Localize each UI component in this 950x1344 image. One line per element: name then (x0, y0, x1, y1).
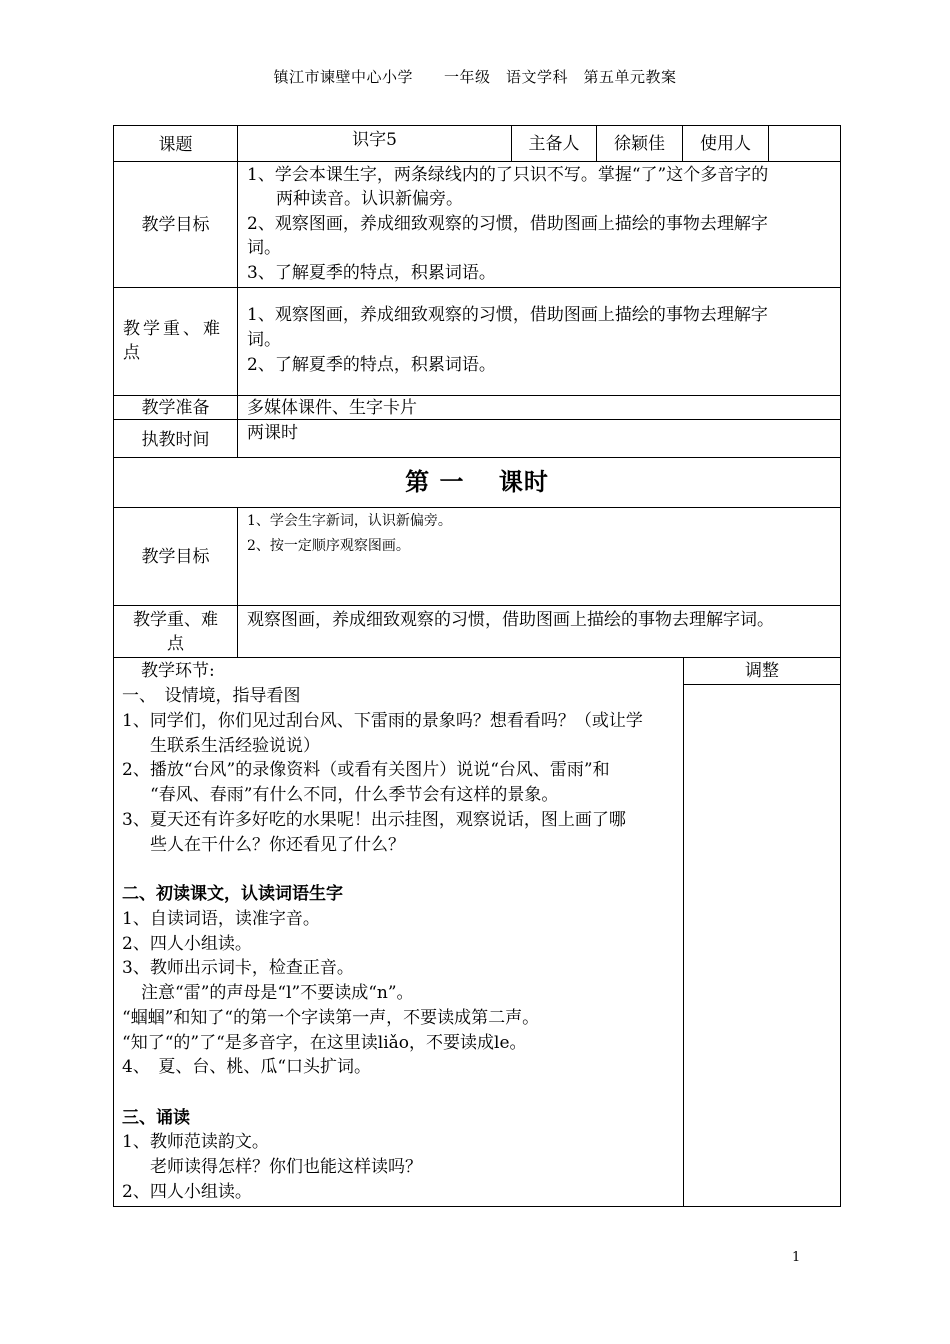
process-line: 3、教师出示词卡，检查正音。 (122, 958, 354, 978)
process-line: “知了“的”了“是多音字，在这里读liǎo，不要读成le。 (122, 1033, 527, 1053)
key-points-label-cell (113, 287, 238, 396)
adjust-label: 调整 (745, 661, 779, 681)
key-points-content-cell (237, 287, 841, 396)
process-line: 2、四人小组读。 (122, 934, 252, 954)
lesson-key-label-2: 点 (167, 634, 184, 654)
process-line: 1、同学们，你们见过刮台风、下雷雨的景象吗？想看看吗？（或让学 (122, 711, 643, 731)
process-line: 2、播放“台风”的录像资料（或看有关图片）说说“台风、雷雨”和 (122, 760, 610, 780)
topic-value-cell (237, 125, 512, 162)
goals-label: 教学目标 (141, 215, 210, 235)
key-points-label: 教学重、难 (123, 319, 223, 339)
process-title: 教学环节: (141, 661, 215, 681)
lesson-key-value-cell (237, 605, 841, 658)
preparation-value-cell (237, 395, 841, 420)
duration-value-cell (237, 419, 841, 458)
key-points-line: 词。 (247, 330, 281, 350)
topic-label-cell (113, 125, 238, 162)
preparer-value: 徐颖佳 (614, 134, 665, 154)
goals-label-cell (113, 161, 238, 288)
goals-line: 两种读音。认识新偏旁。 (276, 189, 463, 209)
preparer-label: 主备人 (528, 134, 580, 154)
page-header: 镇江市谏壁中心小学 一年级 语文学科 第五单元教案 (273, 68, 677, 86)
user-value-cell (768, 125, 841, 162)
lesson-goals-label-cell (113, 507, 238, 606)
preparation-label-cell (113, 395, 238, 420)
goals-line: 1、学会本课生字，两条绿线内的了只识不写。掌握“了”这个多音字的 (247, 165, 769, 185)
goals-line: 2、观察图画，养成细致观察的习惯，借助图画上描绘的事物去理解字 (247, 214, 768, 234)
lesson-goals-line: 1、学会生字新词，认识新偏旁。 (247, 513, 452, 529)
user-label-cell (682, 125, 769, 162)
lesson-goals-label: 教学目标 (141, 547, 210, 567)
process-line: 生联系生活经验说说） (150, 736, 320, 756)
key-points-line: 2、了解夏季的特点，积累词语。 (247, 355, 496, 375)
goals-content-cell (237, 161, 841, 288)
duration-label: 执教时间 (141, 430, 210, 450)
lesson-key-label: 教学重、难 (133, 610, 218, 630)
process-line: “蝈蝈”和知了“的第一个字读第一声，不要读成第二声。 (122, 1008, 540, 1028)
user-label: 使用人 (700, 134, 751, 154)
page-number: 1 (792, 1250, 801, 1265)
process-line: 1、自读词语，读准字音。 (122, 909, 320, 929)
process-line: 老师读得怎样？你们也能这样读吗？ (150, 1157, 422, 1177)
lesson-title-cell (113, 457, 841, 508)
preparer-value-cell (596, 125, 683, 162)
process-line: 4、 夏、台、桃、瓜“口头扩词。 (122, 1057, 372, 1077)
topic-label: 课题 (158, 135, 193, 155)
process-line: 注意“雷”的声母是“l”不要读成“n”。 (141, 983, 414, 1003)
goals-line: 3、了解夏季的特点，积累词语。 (247, 263, 496, 283)
duration-value: 两课时 (247, 423, 298, 443)
lesson-key-value: 观察图画，养成细致观察的习惯，借助图画上描绘的事物去理解字词。 (247, 610, 774, 630)
process-line: 2、四人小组读。 (122, 1182, 252, 1202)
lesson-key-label-cell (113, 605, 238, 658)
adjust-content-cell (683, 684, 841, 1207)
process-line: 一、 设情境，指导看图 (122, 686, 301, 706)
process-cell (113, 657, 684, 1207)
process-line: 些人在干什么？你还看见了什么？ (150, 835, 405, 855)
preparation-label: 教学准备 (141, 398, 210, 418)
process-line: “春风、春雨”有什么不同，什么季节会有这样的景象。 (150, 785, 559, 805)
lesson-goals-content-cell (237, 507, 841, 606)
process-heading: 三、诵读 (122, 1108, 190, 1128)
key-points-label-2: 点 (123, 343, 140, 363)
duration-label-cell (113, 419, 238, 458)
preparer-label-cell (511, 125, 597, 162)
process-line: 3、夏天还有许多好吃的水果呢！出示挂图，观察说话，图上画了哪 (122, 810, 626, 830)
process-heading: 二、初读课文，认读词语生字 (122, 884, 343, 904)
lesson-title: 第 一 课时 (405, 467, 549, 496)
adjust-header-cell (683, 657, 841, 685)
key-points-line: 1、观察图画，养成细致观察的习惯，借助图画上描绘的事物去理解字 (247, 305, 768, 325)
topic-value: 识字5 (352, 130, 397, 150)
preparation-value: 多媒体课件、生字卡片 (247, 398, 417, 418)
goals-line: 词。 (247, 238, 281, 258)
process-line: 1、教师范读韵文。 (122, 1132, 269, 1152)
lesson-goals-line: 2、按一定顺序观察图画。 (247, 538, 410, 554)
